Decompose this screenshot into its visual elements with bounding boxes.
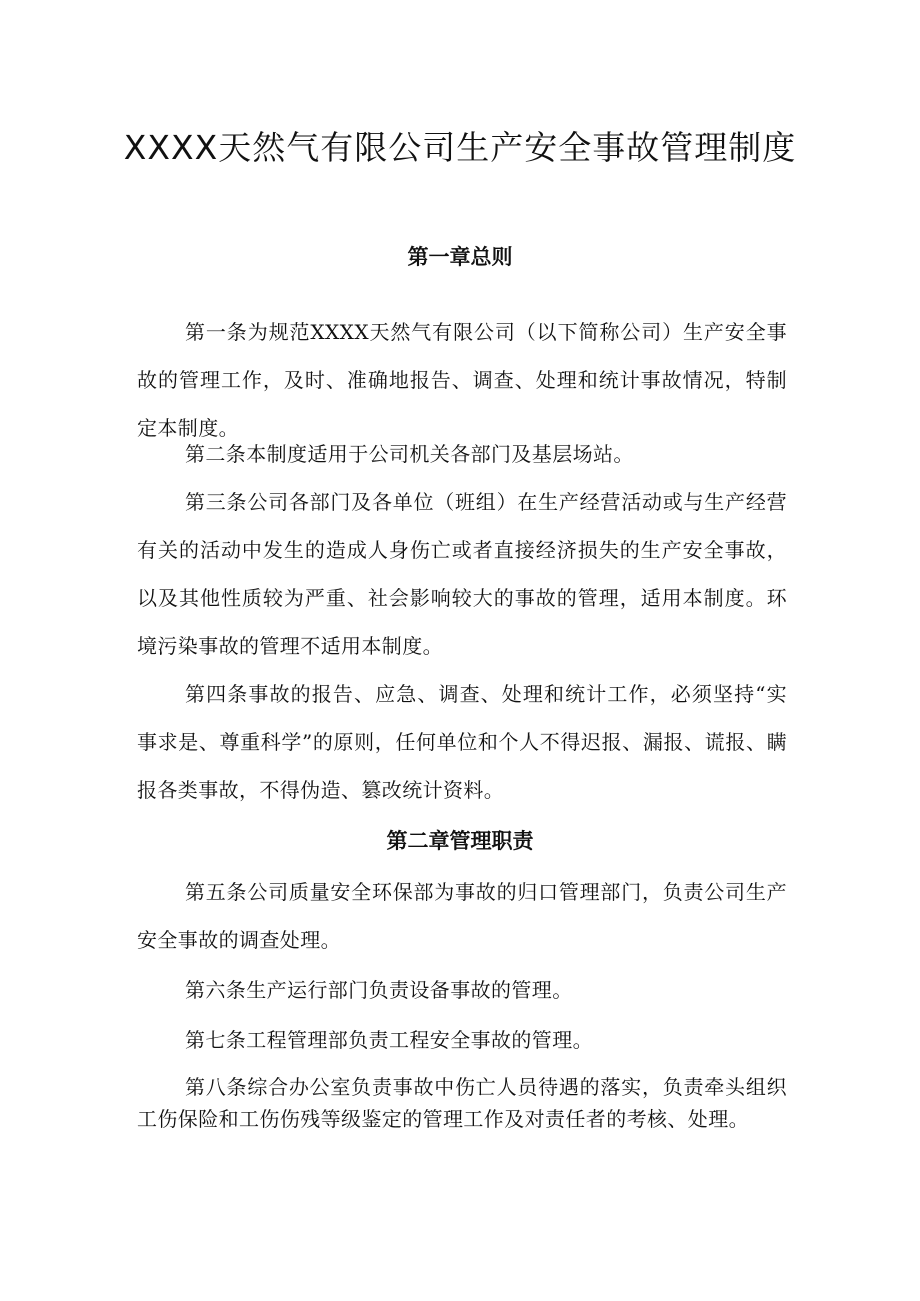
article-paragraph: 第六条生产运行部门负责设备事故的管理。 (185, 978, 573, 1002)
chapter-heading: 第一章总则 (407, 245, 513, 269)
article-paragraph: 第四条事故的报告、应急、调查、处理和统计工作，必须坚持“实事求是、尊重科学”的原则，任何单位和个人不得迟报、漏报、谎报、瞒报各类事故，不得伪造、篡改统计资料。 (137, 682, 787, 802)
document-title: XXXX天然气有限公司生产安全事故管理制度 (123, 128, 797, 167)
article-paragraph: 第五条公司质量安全环保部为事故的归口管理部门，负责公司生产安全事故的调查处理。 (137, 880, 787, 952)
article-paragraph: 第一条为规范XXXX天然气有限公司（以下简称公司）生产安全事故的管理工作，及时、准确地报告、调查、处理和统计事故情况，特制定本制度。 (137, 320, 787, 440)
article-paragraph: 第七条工程管理部负责工程安全事故的管理。 (185, 1028, 593, 1052)
article-paragraph: 第八条综合办公室负责事故中伤亡人员待遇的落实，负责牵头组织工伤保险和工伤伤残等级鉴定的管理工作及对责任者的考核、处理。 (137, 1075, 787, 1131)
chapter-heading: 第二章管理职责 (386, 829, 534, 853)
article-paragraph: 第二条本制度适用于公司机关各部门及基层场站。 (185, 442, 634, 466)
article-paragraph: 第三条公司各部门及各单位（班组）在生产经营活动或与生产经营有关的活动中发生的造成人身伤亡或者直接经济损失的生产安全事故，以及其他性质较为严重、社会影响较大的事故的管理，适用本制度。环境污染事故的管理不适用本制度。 (137, 490, 787, 658)
